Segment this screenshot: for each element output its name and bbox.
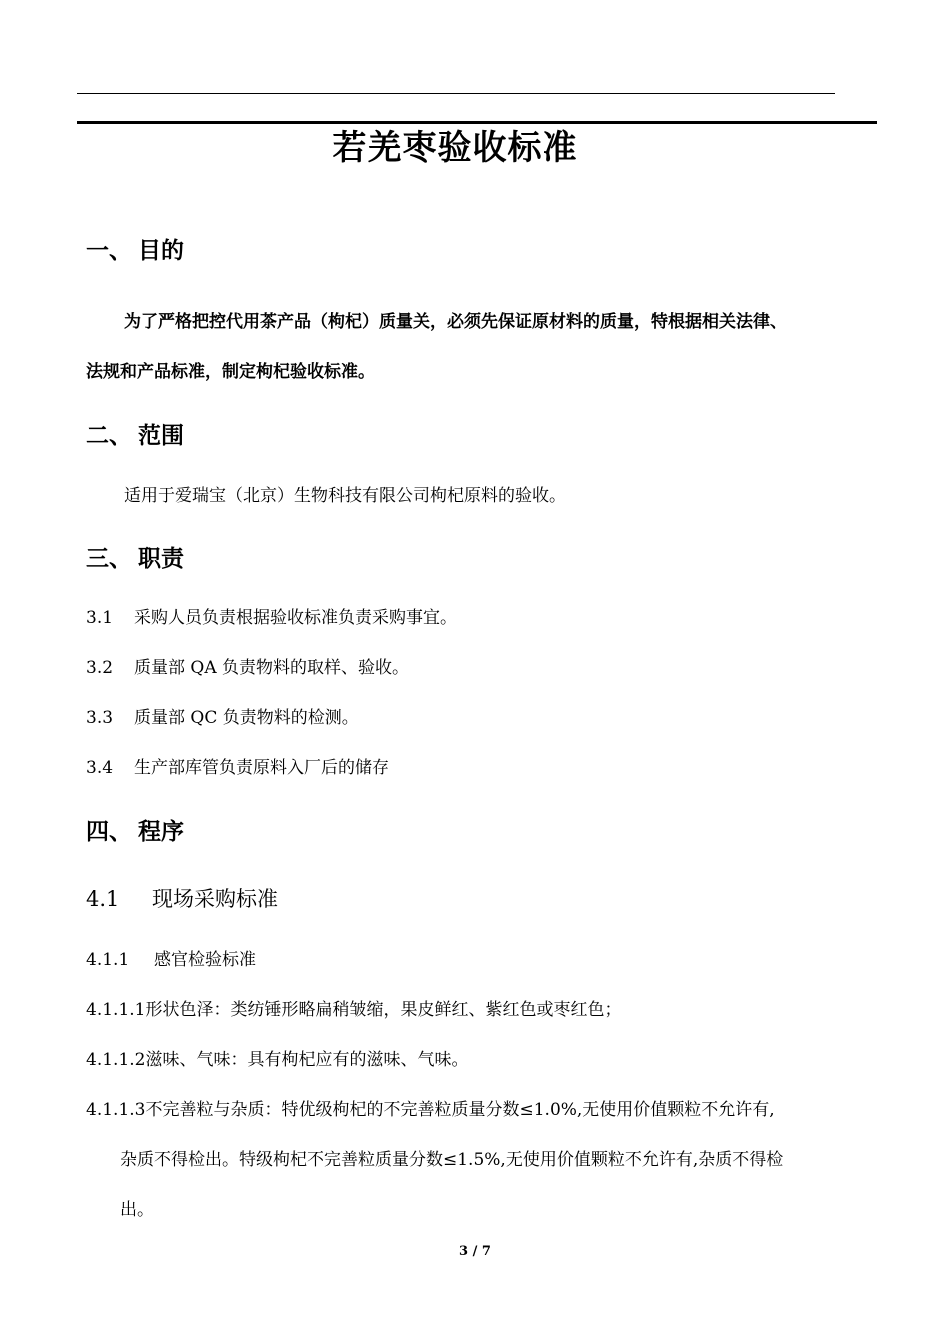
duty-number: 3.4 — [86, 758, 114, 778]
document-title: 若羌枣验收标准 — [332, 128, 578, 168]
duty-number: 3.1 — [86, 608, 114, 628]
section-number: 三、 — [86, 545, 132, 572]
subsubsection-title: 感官检验标准 — [154, 950, 256, 970]
criteria-item-impurities-continued: 杂质不得检出。特级枸杞不完善粒质量分数≤1.5%,无使用价值颗粒不允许有,杂质不得检 — [120, 1150, 784, 1170]
criteria-item-taste-smell: 4.1.1.2滋味、气味：具有枸杞应有的滋味、气味。 — [86, 1050, 469, 1070]
section-title: 职责 — [138, 545, 184, 572]
section-heading-scope — [86, 417, 184, 450]
duty-item — [86, 603, 457, 628]
subsection-heading — [86, 883, 278, 913]
duty-item — [86, 703, 359, 728]
duty-number: 3.3 — [86, 708, 114, 728]
section-number: 二、 — [86, 422, 132, 449]
duty-text: 采购人员负责根据验收标准负责采购事宜。 — [134, 608, 457, 628]
criteria-item-impurities-end: 出。 — [120, 1200, 154, 1220]
section-number: 一、 — [86, 237, 132, 264]
duty-item — [86, 653, 409, 678]
purpose-line-1: 为了严格把控代用茶产品（枸杞）质量关，必须先保证原材料的质量，特根据相关法律、 — [124, 312, 787, 332]
criteria-item-appearance: 4.1.1.1形状色泽：类纺锤形略扁稍皱缩，果皮鲜红、紫红色或枣红色； — [86, 1000, 622, 1020]
scope-text: 适用于爱瑞宝（北京）生物科技有限公司枸杞原料的验收。 — [124, 486, 566, 506]
section-number: 四、 — [86, 818, 132, 845]
duty-text: 生产部库管负责原料入厂后的储存 — [134, 758, 389, 778]
section-heading-procedure — [86, 813, 184, 846]
subsection-number: 4.1 — [86, 887, 120, 911]
section-heading-purpose — [86, 232, 184, 265]
duty-text: 质量部 QA 负责物料的取样、验收。 — [134, 658, 410, 678]
duty-item — [86, 753, 389, 778]
section-heading-duties — [86, 540, 184, 573]
criteria-item-impurities: 4.1.1.3不完善粒与杂质：特优级枸杞的不完善粒质量分数≤1.0%,无使用价值颗粒不允许有, — [86, 1100, 775, 1120]
duty-number: 3.2 — [86, 658, 114, 678]
section-title: 目的 — [138, 237, 184, 264]
subsubsection-number: 4.1.1 — [86, 950, 130, 970]
duty-text: 质量部 QC 负责物料的检测。 — [134, 708, 359, 728]
subsection-title: 现场采购标准 — [152, 887, 278, 911]
header-rule-thin — [77, 93, 835, 94]
section-title: 范围 — [138, 422, 184, 449]
section-title: 程序 — [138, 818, 184, 845]
page-number: 3 / 7 — [459, 1244, 491, 1259]
purpose-line-2: 法规和产品标准，制定枸杞验收标准。 — [86, 362, 375, 382]
subsubsection-heading — [86, 945, 256, 970]
